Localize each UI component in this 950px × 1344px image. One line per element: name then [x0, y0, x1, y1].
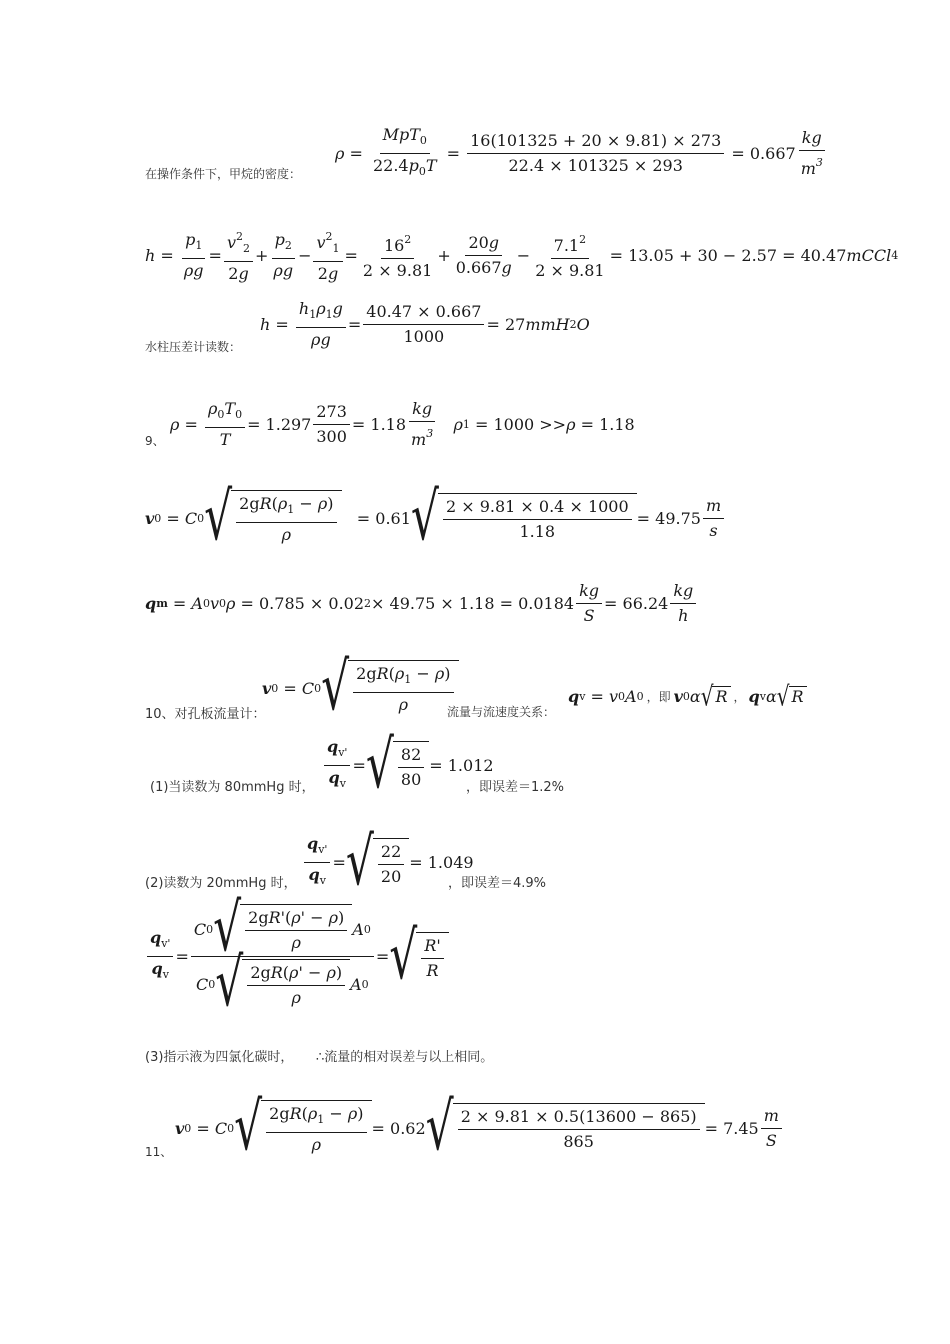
orifice-velocity-formula: v 0 = C 0 √ $\frac{2gR(\rho_1 - \rho)}{\rho}$ [262, 660, 459, 716]
flow-velocity-relation: q v = v 0 A 0 ，即 v 0 α √ R ， q v α √ R [568, 686, 807, 706]
case-1-error: ，即误差＝1.2% [466, 780, 565, 795]
problem-9-label: 9、 [145, 434, 165, 448]
case-2-label: (2)读数为 20mmHg 时， [145, 876, 297, 891]
orifice-velocity-equation: v 0 = C 0 √ $\frac{2gR(\rho_1 - \rho)}{\rho}$ = 0.61 √ $\frac{2 \times 9.81 \times 0.4 \times 1000}{1.18}$ = 49.75 $\frac{m}{s}$ [145, 490, 726, 546]
flow-velocity-relation-label: 流量与流速度关系： [447, 705, 556, 719]
methane-density-equation: ρ = $\frac{MpT_0}{22.4p_0T}$ = $\frac{16(101325 + 20 \times 9.81) \times 273}{22.4 \times 101325 \times 293}$ = 0.667 $\frac{kg}{m^3}$ [335, 125, 823, 178]
case-2-error: ，即误差＝4.9% [448, 876, 547, 891]
air-density-equation: ρ = $\frac{\rho_0T_0}{T}$ = 1.297 $\frac{273}{300}$ = 1.18 $\frac{kg}{m^3}$ ρ 1 = 1000 >> ρ = 1.18 [170, 399, 635, 449]
case-3-label: (3)指示液为四氯化碳时， [145, 1050, 294, 1065]
density-label: 在操作条件下，甲烷的密度： [145, 167, 302, 181]
mass-flow-equation: q m = A 0 v 0 ρ = 0.785 × 0.02 2 × 49.75 × 1.18 = 0.0184 $\frac{kg}{S}$ = 66.24 $\frac{kg}{h}$ [145, 580, 698, 627]
problem-11-label: 11、 [145, 1145, 173, 1159]
case-3-conclusion: ∴流量的相对误差与以上相同。 [316, 1050, 494, 1065]
problem-11-velocity-equation: v 0 = C 0 √ $\frac{2gR(\rho_1 - \rho)}{\rho}$ = 0.62 √ $\frac{2 \times 9.81 \times 0.5(13600 - 865)}{865}$ = 7.45 $\frac{m}{S}$ [175, 1100, 784, 1156]
water-column-label: 水柱压差计读数： [145, 340, 242, 354]
general-ratio-equation: $\frac{q_{v'}}{q_v}$ = C 0 √ $\frac{2gR'(\rho' - \rho)}{\rho}$ A 0 C 0 √ $\frac{2gR(\rho' - \rho)}{\rho}$ A 0 = √ $\frac{R'}{R}$ [145, 904, 449, 1009]
bernoulli-equation: h = $\frac{p_1}{\rho g}$ = $\frac{v^2_2}{2g}$ + $\frac{p_2}{\rho g}$ − $\frac{v^2_1}{2g}$ = $\frac{16^2}{2 \times 9.81}$ + $\frac{20g}{0.667g}$ − $\frac{7.1^2}{2 \times 9.81}$ = 13.05 + 30 − 2.57 = 40.47 mCCl 4 [145, 226, 898, 285]
case-1-ratio: $\frac{q_{v'}}{q_v}$ = √ $\frac{82}{80}$ = 1.012 [322, 736, 494, 795]
problem-10-label: 10、对孔板流量计： [145, 707, 266, 722]
water-column-equation: h = $\frac{h_1\rho_1g}{\rho g}$ = $\frac{40.47 \times 0.667}{1000}$ = 27 mmH 2 O [260, 299, 590, 349]
case-2-ratio: $\frac{q_{v'}}{q_v}$ = √ $\frac{22}{20}$ = 1.049 [302, 833, 474, 892]
case-1-label: (1)当读数为 80mmHg 时， [150, 780, 315, 795]
